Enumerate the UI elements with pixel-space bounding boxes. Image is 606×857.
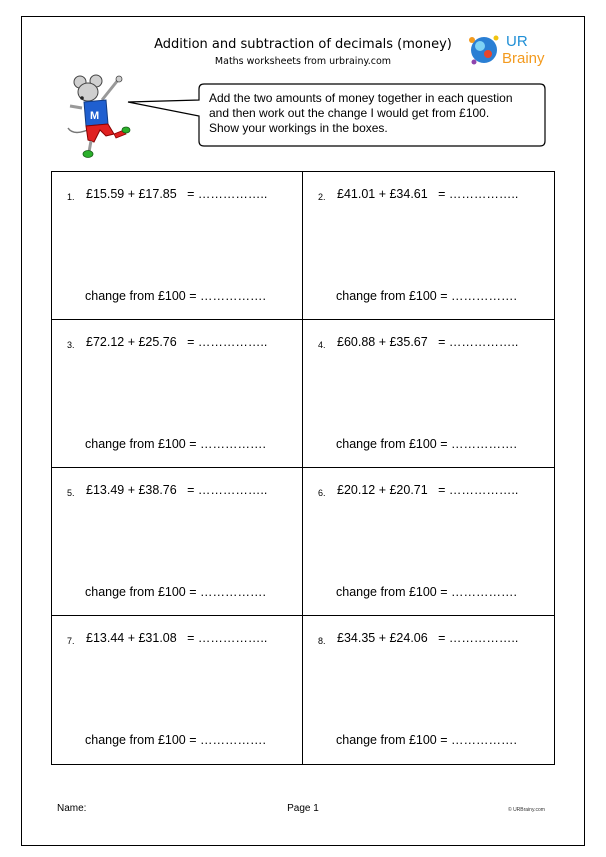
question-box-2[interactable] xyxy=(303,172,554,320)
instructions-line: Add the two amounts of money together in each question xyxy=(209,91,513,105)
change-line: change from £100 = ……………. xyxy=(85,437,266,451)
question-box-8[interactable] xyxy=(303,616,554,764)
urbrainy-logo xyxy=(466,28,564,70)
mascot-shirt-letter: M xyxy=(90,110,100,122)
question-box-4[interactable] xyxy=(303,320,554,468)
question-expression: £41.01 + £34.61 = …………….. xyxy=(337,187,519,201)
question-expression: £15.59 + £17.85 = …………….. xyxy=(86,187,268,201)
question-number: 6. xyxy=(318,488,326,498)
change-line: change from £100 = ……………. xyxy=(85,289,266,303)
question-box-6[interactable] xyxy=(303,468,554,616)
question-number: 7. xyxy=(67,636,75,646)
question-number: 1. xyxy=(67,192,75,202)
question-expression: £72.12 + £25.76 = …………….. xyxy=(86,335,268,349)
logo-text-bottom: Brainy xyxy=(502,50,545,67)
question-number: 2. xyxy=(318,192,326,202)
question-box-7[interactable] xyxy=(52,616,303,764)
question-number: 3. xyxy=(67,340,75,350)
instructions-text xyxy=(209,91,539,136)
question-expression: £13.49 + £38.76 = …………….. xyxy=(86,483,268,497)
question-number: 8. xyxy=(318,636,326,646)
instructions-line: Show your workings in the boxes. xyxy=(209,121,388,135)
question-number: 5. xyxy=(67,488,75,498)
questions-grid xyxy=(51,171,555,765)
question-expression: £60.88 + £35.67 = …………….. xyxy=(337,335,519,349)
question-box-3[interactable] xyxy=(52,320,303,468)
change-line: change from £100 = ……………. xyxy=(336,585,517,599)
instructions-line: and then work out the change I would get from £100. xyxy=(209,106,490,120)
change-line: change from £100 = ……………. xyxy=(85,733,266,747)
change-line: change from £100 = ……………. xyxy=(85,585,266,599)
question-expression: £34.35 + £24.06 = …………….. xyxy=(337,631,519,645)
question-expression: £20.12 + £20.71 = …………….. xyxy=(337,483,519,497)
question-number: 4. xyxy=(318,340,326,350)
change-line: change from £100 = ……………. xyxy=(336,733,517,747)
copyright-text: © URBrainy.com xyxy=(508,807,545,813)
question-expression: £13.44 + £31.08 = …………….. xyxy=(86,631,268,645)
change-line: change from £100 = ……………. xyxy=(336,289,517,303)
change-line: change from £100 = ……………. xyxy=(336,437,517,451)
page-number: Page 1 xyxy=(287,803,319,814)
name-label: Name: xyxy=(57,803,87,814)
question-box-5[interactable] xyxy=(52,468,303,616)
worksheet-subtitle: Maths worksheets from urbrainy.com xyxy=(214,56,392,67)
worksheet-title: Addition and subtraction of decimals (money) xyxy=(154,37,452,52)
question-box-1[interactable] xyxy=(52,172,303,320)
logo-text-top: UR xyxy=(506,33,528,50)
